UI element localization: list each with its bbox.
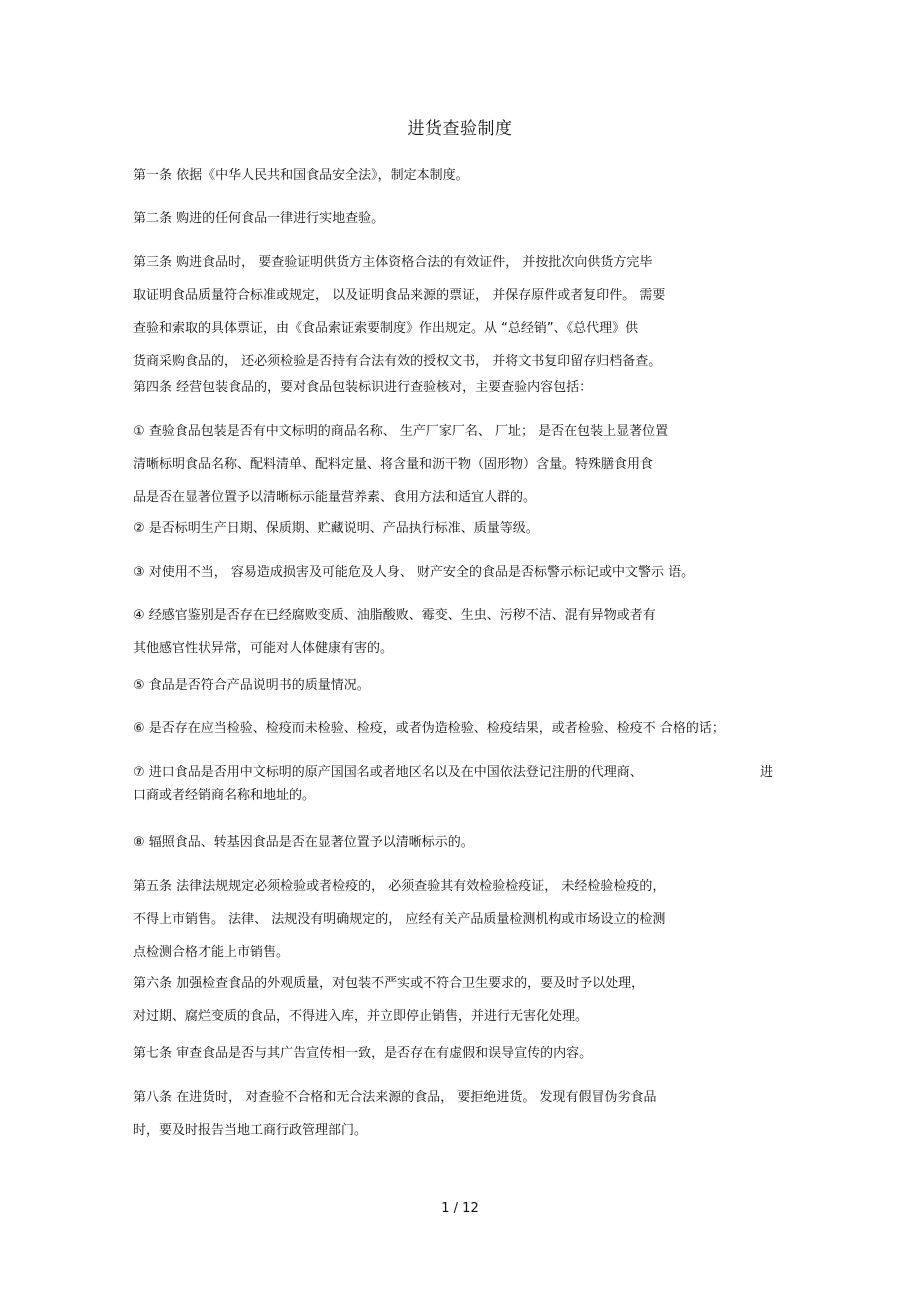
text-line: 第六条 加强检查食品的外观质量，对包装不严实或不符合卫生要求的，要及时予以处理， [133, 976, 645, 991]
check-item-2 [133, 520, 539, 537]
text-line: 第一条 依据《中华人民共和国食品安全法》，制定本制度。 [133, 168, 469, 183]
document-title: 进货查验制度 [407, 119, 513, 139]
text-line: ③ 对使用不当， 容易造成损害及可能危及人身、 财产安全的食品是否标警示标记或中文警示 语。 [133, 565, 695, 580]
article-5 [133, 878, 665, 961]
article-7 [133, 1045, 592, 1062]
text-line: 清晰标明食品名称、配料清单、配料定量、将含量和沥干物（固形物）含量。特殊膳食用食 [133, 457, 654, 472]
text-line: 时，要及时报告当地工商行政管理部门。 [133, 1123, 368, 1138]
text-line: 第八条 在进货时， 对查验不合格和无合法来源的食品， 要拒绝进货。 发现有假冒伪劣食品 [133, 1090, 657, 1105]
text-line: 取证明食品质量符合标准或规定， 以及证明食品来源的票证， 并保存原件或者复印件。 需要 [133, 288, 666, 303]
text-line: 货商采购食品的， 还必须检验是否持有合法有效的授权文书， 并将文书复印留存归档备查。 [133, 354, 662, 369]
check-item-8 [133, 834, 474, 851]
text-line: 第七条 审查食品是否与其广告宣传相一致，是否存在有虚假和误导宣传的内容。 [133, 1046, 593, 1061]
check-item-3 [133, 564, 694, 581]
page-number: 1 / 12 [441, 1201, 479, 1216]
text-line: 第二条 购进的任何食品一律进行实地查验。 [133, 211, 385, 226]
check-item-6 [133, 720, 725, 737]
article-6 [133, 975, 644, 1025]
text-line: 第四条 经营包装食品的，要对食品包装标识进行查验核对，主要查验内容包括： [133, 380, 593, 395]
check-item-7 [133, 764, 773, 804]
text-line: ② 是否标明生产日期、保质期、贮藏说明、产品执行标准、质量等级。 [133, 521, 539, 536]
text-line: 第五条 法律法规规定必须检验或者检疫的， 必须查验其有效检验检疫证， 未经检验检疫的， [133, 879, 666, 894]
text-line: 品是否在显著位置予以清晰标示能量营养素、食用方法和适宜人群的。 [133, 490, 537, 505]
text-line: 其他感官性状异常，可能对人体健康有害的。 [133, 641, 394, 656]
article-4 [133, 379, 592, 396]
text-line: ⑤ 食品是否符合产品说明书的质量情况。 [133, 678, 370, 693]
text-line: ⑧ 辐照食品、转基因食品是否在显著位置予以清晰标示的。 [133, 835, 474, 850]
article-2 [133, 210, 384, 227]
check-item-1 [133, 423, 668, 506]
text-line: 第三条 购进食品时， 要查验证明供货方主体资格合法的有效证件， 并按批次向供货方完毕 [133, 255, 653, 270]
text-line: 对过期、腐烂变质的食品，不得进入库，并立即停止销售，并进行无害化处理。 [133, 1009, 589, 1024]
text-line: 点检测合格才能上市销售。 [133, 945, 290, 960]
text-line: ① 查验食品包装是否有中文标明的商品名称、 生产厂家厂名、 厂址； 是否在包装上显著位置 [133, 424, 669, 439]
text-line: 查验和索取的具体票证，由《食品索证索要制度》作出规定。从 “总经销”、《总代理》供 [133, 321, 639, 336]
text-line: ④ 经感官鉴别是否存在已经腐败变质、油脂酸败、霉变、生虫、污秽不洁、混有异物或者有 [133, 608, 656, 623]
check-item-5 [133, 677, 370, 694]
text-line [133, 764, 773, 781]
article-1 [133, 167, 469, 184]
text-line-right: 进 [759, 765, 773, 780]
article-8 [133, 1089, 657, 1139]
text-line: 不得上市销售。 法律、 法规没有明确规定的， 应经有关产品质量检测机构或市场设立的检测 [133, 912, 666, 927]
text-line-left: ⑦ 进口食品是否用中文标明的原产国国名或者地区名以及在中国依法登记注册的代理商、 [133, 765, 643, 780]
check-item-4 [133, 607, 656, 657]
text-line: ⑥ 是否存在应当检验、检疫而未检验、检疫，或者伪造检验、检疫结果，或者检验、检疫不 合格的话； [133, 721, 725, 736]
text-line: 口商或者经销商名称和地址的。 [133, 788, 316, 803]
article-3 [133, 254, 665, 370]
